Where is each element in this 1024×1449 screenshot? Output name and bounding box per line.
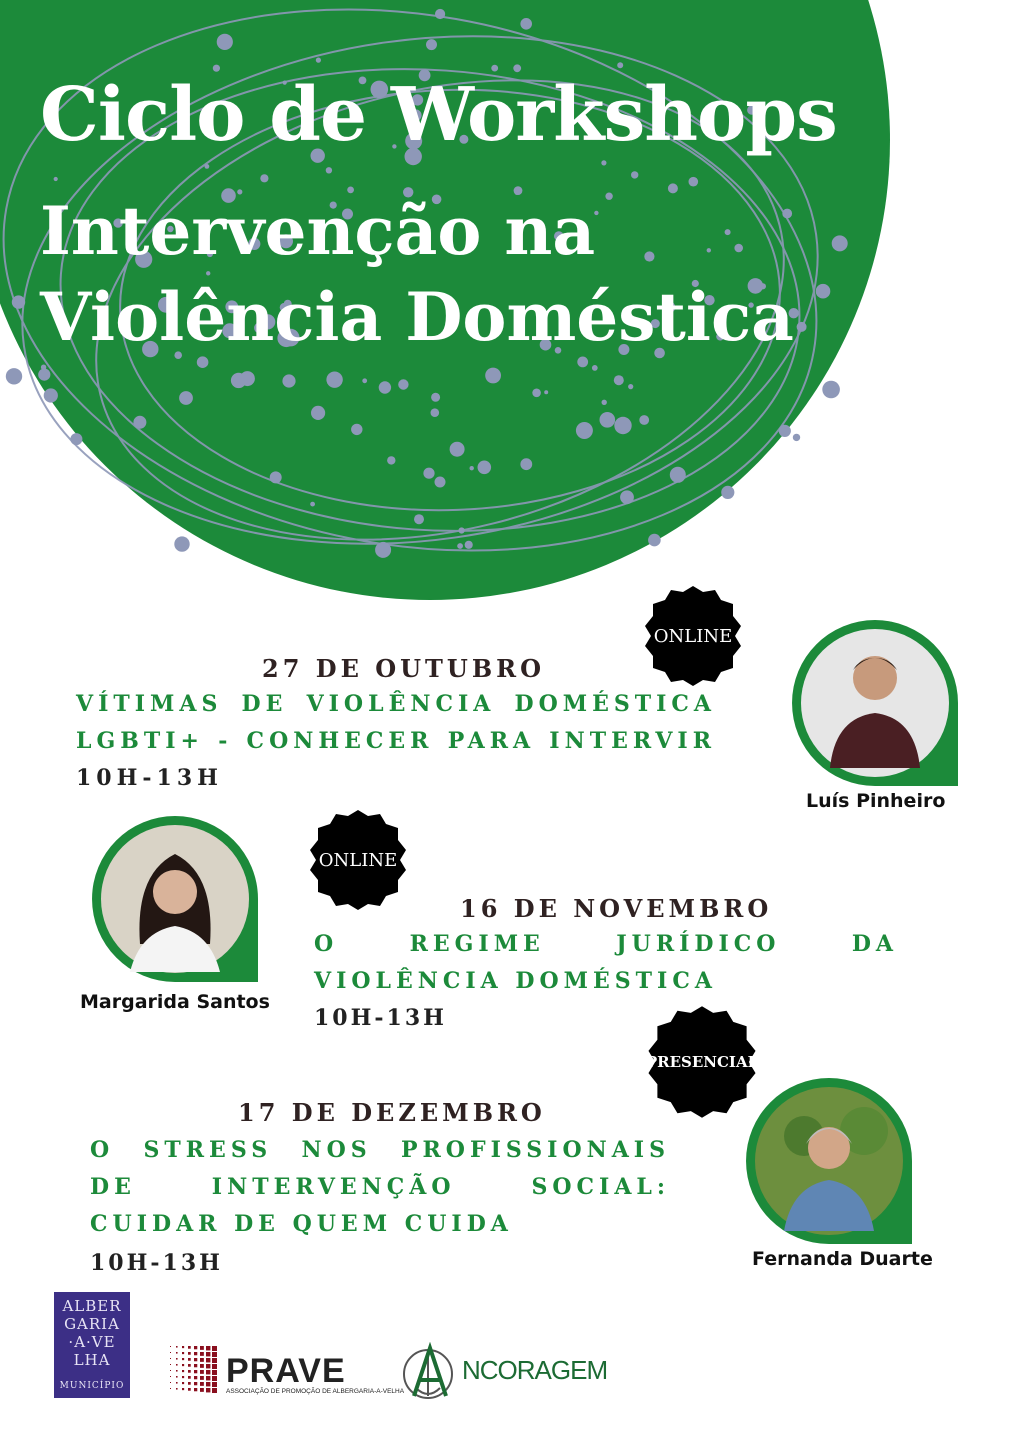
- prave-logo-name: PRAVE: [226, 1352, 346, 1390]
- prave-logo-mark: [170, 1346, 218, 1394]
- workshop-date: 17 DE DEZEMBRO: [238, 1098, 546, 1127]
- title-line-1: Ciclo de Workshops: [40, 72, 837, 158]
- badge-label: ONLINE: [318, 849, 398, 871]
- workshop-title: O REGIME JURÍDICO DA VIOLÊNCIA DOMÉSTICA: [314, 931, 898, 994]
- presencial-badge: [644, 1004, 760, 1120]
- speaker-name: Luís Pinheiro: [806, 790, 946, 812]
- workshop-title: O STRESS NOS PROFISSIONAIS DE INTERVENÇÃO SOCIAL: CUIDAR DE QUEM CUIDA: [90, 1137, 670, 1237]
- logo-text: MUNICÍPIO: [59, 1381, 125, 1391]
- logo-text: LHA: [73, 1351, 111, 1369]
- albergaria-logo: [54, 1292, 130, 1398]
- speaker-photo: [790, 618, 960, 788]
- workshop-date: 27 DE OUTUBRO: [262, 654, 545, 683]
- title-line-2: Intervenção na: [40, 192, 596, 270]
- ancoragem-logo-text: NCORAGEM: [462, 1355, 608, 1385]
- speaker-photo: [744, 1076, 914, 1246]
- logo-text: ·A·VE: [68, 1333, 116, 1351]
- logo-text: ALBER: [62, 1297, 122, 1315]
- badge-label: ONLINE: [653, 625, 733, 647]
- online-badge: [306, 808, 410, 912]
- workshop-time: 10H-13H: [90, 1250, 223, 1276]
- workshop-date: 16 DE NOVEMBRO: [460, 894, 773, 923]
- prave-logo-subtitle: ASSOCIAÇÃO DE PROMOÇÃO DE ALBERGARIA-A-VELHA: [226, 1388, 405, 1395]
- speaker-photo: [90, 814, 260, 984]
- workshop-title-text: VÍTIMAS DE VIOLÊNCIA DOMÉSTICA LGBTI+ - CONHECER PARA INTERVIR: [76, 691, 716, 754]
- title-line-3: Violência Doméstica: [40, 278, 794, 356]
- workshop-time: 10H-13H: [314, 1005, 447, 1031]
- logo-text: GARIA: [64, 1315, 120, 1333]
- online-badge: [641, 584, 745, 688]
- workshop-title: [76, 686, 716, 797]
- workshop-time: 10H-13H: [76, 765, 223, 791]
- speaker-name: Fernanda Duarte: [752, 1248, 933, 1270]
- badge-label: PRESENCIAL: [645, 1053, 759, 1071]
- speaker-name: Margarida Santos: [80, 991, 270, 1013]
